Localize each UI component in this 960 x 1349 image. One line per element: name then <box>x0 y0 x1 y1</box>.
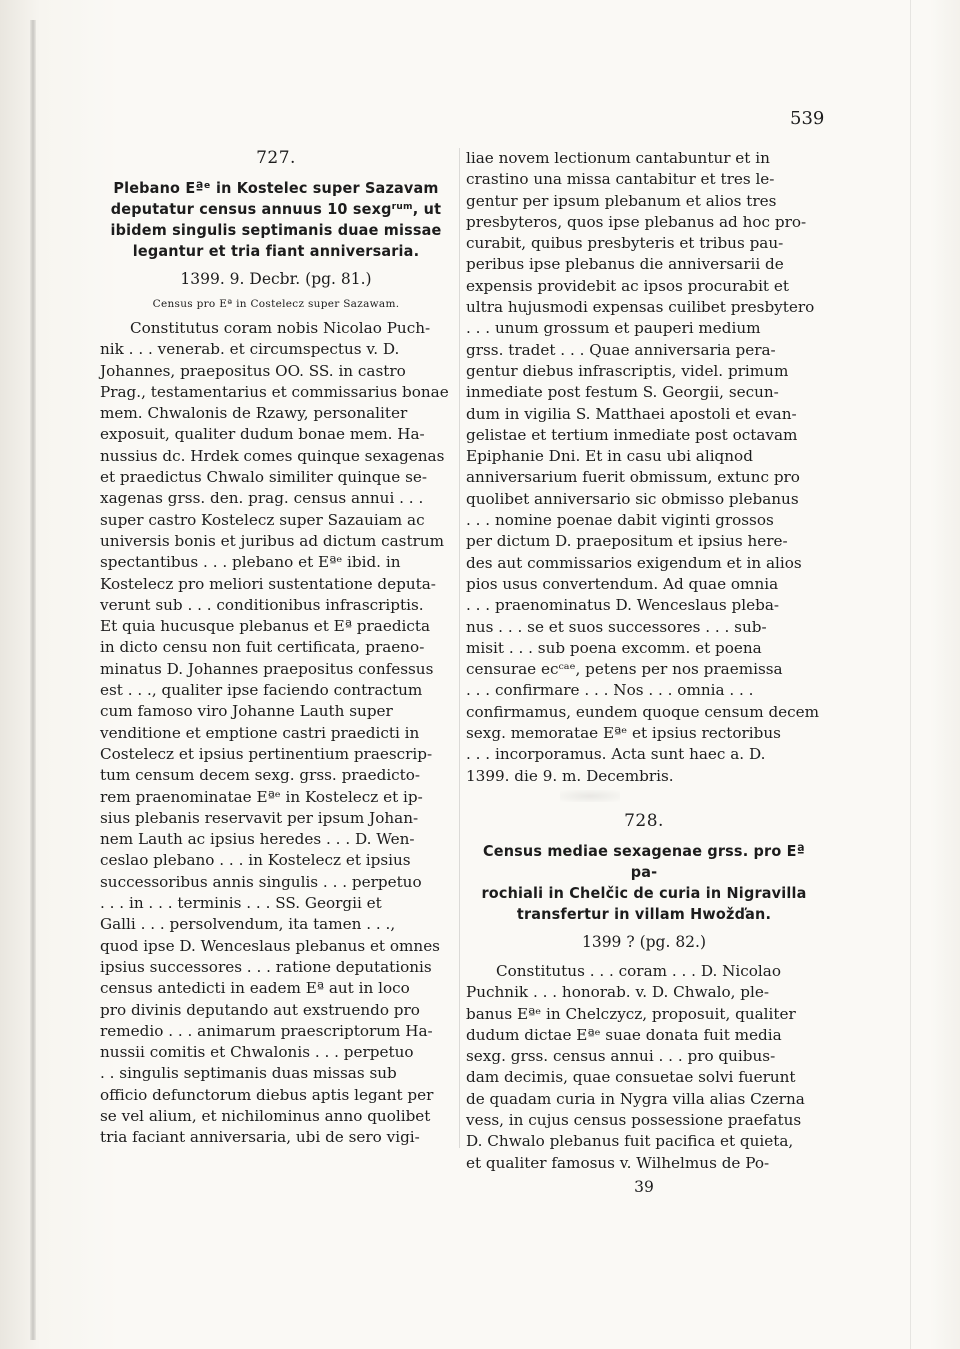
text-line: liae novem lectionum cantabuntur et in <box>466 149 770 167</box>
text-line: nussii comitis et Chwalonis . . . perpetuo <box>100 1043 414 1062</box>
text-line: Prag., testamentarius et commissarius bonae <box>100 382 449 401</box>
text-line: banus Eªᵉ in Chelczycz, proposuit, qualiter <box>466 1004 796 1023</box>
text-line: officio defunctorum diebus aptis legant per <box>100 1085 434 1104</box>
text-line: successoribus annis singulis . . . perpetuo <box>100 872 422 891</box>
text-line: curabit, quibus presbyteris et tribus pau- <box>466 234 784 253</box>
text-line: rem praenominatae Eªᵉ in Kostelecz et ip- <box>100 787 423 806</box>
text-line: Puchnik . . . honorab. v. D. Chwalo, ple- <box>466 983 769 1002</box>
text-line: super castro Kostelecz super Sazauiam ac <box>100 510 425 529</box>
body-text-727-left <box>100 318 452 1149</box>
column-divider <box>459 148 460 1148</box>
text-line: inmediate post festum S. Georgii, secun- <box>466 383 779 402</box>
document-heading-727 <box>105 178 447 262</box>
text-line: ceslao plebano . . . in Kostelecz et ipsius <box>100 851 411 870</box>
text-line: quod ipse D. Wenceslaus plebanus et omnes <box>100 936 440 955</box>
text-line: et qualiter famosus v. Wilhelmus de Po- <box>466 1153 770 1172</box>
heading-line: Plebano Eªᵉ in Kostelec super Sazavam <box>113 179 439 197</box>
text-line: exposuit, qualiter dudum bonae mem. Ha- <box>100 425 425 444</box>
text-line: expensis providebit ac ipsos procurabit et <box>466 276 789 295</box>
text-line: des aut commissarios exigendum et in alios <box>466 553 802 572</box>
text-line: dum in vigilia S. Matthaei apostoli et evan- <box>466 404 797 423</box>
dateline-727: 1399. 9. Decbr. (pg. 81.) <box>180 270 372 288</box>
heading-line: rochiali in Chelčic de curia in Nigravilla <box>481 883 807 902</box>
text-line: vess, in cujus census possessione praefatus <box>466 1110 802 1129</box>
text-line: . . . incorporamus. Acta sunt haec a. D. <box>466 745 766 764</box>
text-line: venditione et emptione castri praedicti in <box>100 723 420 742</box>
text-line: anniversarium fuerit obmissum, extunc pro <box>466 468 800 487</box>
text-line: confirmamus, eundem quoque censum decem <box>466 702 820 721</box>
document-heading-728 <box>471 841 817 925</box>
text-line: censurae ecᶜᵃᵉ, petens per nos praemissa <box>466 660 783 679</box>
text-line: 1399. die 9. m. Decembris. <box>466 766 674 785</box>
page-edge <box>910 0 911 1349</box>
right-column <box>466 148 822 1196</box>
text-line: . . . praenominatus D. Wenceslaus pleba- <box>466 596 780 615</box>
text-line: Et quia hucusque plebanus et Eª praedicta <box>100 617 431 636</box>
heading-line: transfertur in villam Hwožďan. <box>516 904 772 923</box>
text-line: gentur per ipsum plebanum et alios tres <box>466 191 777 210</box>
text-line: sexg. grss. census annui . . . pro quibus- <box>466 1047 776 1066</box>
text-line: Costelecz et ipsius pertinentium praescrip- <box>100 744 433 763</box>
text-line: Johannes, praepositus OO. SS. in castro <box>100 361 406 380</box>
text-line: sius plebanis reservavit per ipsum Johan- <box>100 808 419 827</box>
text-line: minatus D. Johannes praepositus confessus <box>100 659 434 678</box>
text-line: census antedicti in eadem Eª aut in loco <box>100 979 410 998</box>
text-line: . . . unum grossum et pauperi medium <box>466 319 761 338</box>
text-line: ipsius successores . . . ratione deputationis <box>100 957 432 976</box>
text-line: grss. tradet . . . Quae anniversaria pera- <box>466 340 776 359</box>
text-line: nussius dc. Hrdek comes quinque sexagenas <box>100 446 445 465</box>
document-number-728: 728. <box>624 810 664 831</box>
text-line: misit . . . sub poena excomm. et poena <box>466 638 762 657</box>
text-line: xagenas grss. den. prag. census annui . . . <box>100 489 424 508</box>
heading-line: deputatur census annuus 10 sexgʳᵘᵐ, ut <box>110 200 442 218</box>
heading-line: Census mediae sexagenae grss. pro Eª pa- <box>482 841 806 881</box>
text-line: et praedictus Chwalo similiter quinque se- <box>100 468 427 487</box>
text-line: gelistae et tertium inmediate post octavam <box>466 425 798 444</box>
text-line: tria faciant anniversaria, ubi de sero vigi- <box>100 1128 420 1147</box>
dateline-728: 1399 ? (pg. 82.) <box>581 932 707 951</box>
text-line: Constitutus . . . coram . . . D. Nicolao <box>496 961 781 980</box>
document-number-727: 727. <box>256 148 296 168</box>
text-line: presbyteros, quos ipse plebanus ad hoc pro- <box>466 212 807 231</box>
text-line: pios usus convertendum. Ad quae omnia <box>466 574 779 593</box>
text-line: de quadam curia in Nygra villa alias Czerna <box>466 1089 805 1108</box>
text-line: nik . . . venerab. et circumspectus v. D. <box>100 340 400 359</box>
text-line: nem Lauth ac ipsius heredes . . . D. Wen- <box>100 830 415 849</box>
heading-line: ibidem singulis septimanis duae missae <box>110 221 442 239</box>
text-line: crastino una missa cantabitur et tres le- <box>466 170 775 189</box>
body-text-728 <box>466 961 822 1174</box>
text-line: est . . ., qualiter ipse faciendo contractum <box>100 681 423 700</box>
page-number: 539 <box>790 108 825 129</box>
text-line: universis bonis et juribus ad dictum castrum <box>100 531 445 550</box>
text-line: sexg. memoratae Eªᵉ et ipsius rectoribus <box>466 724 781 743</box>
text-line: Epiphanie Dni. Et in casu ubi aliqnod <box>466 447 753 466</box>
text-line: nus . . . se et suos successores . . . sub- <box>466 617 767 636</box>
text-line: se vel alium, et nichilominus anno quolibet <box>100 1106 431 1125</box>
text-line: Kostelecz pro meliori sustentatione deputa- <box>100 574 436 593</box>
text-line: peribus ipse plebanus die anniversarii de <box>466 255 784 274</box>
text-line: gentur diebus infrascriptis, videl. primum <box>466 361 789 380</box>
text-line: . . . in . . . terminis . . . SS. Georgii et <box>100 894 382 913</box>
text-line: . . singulis septimanis duas missas sub <box>100 1064 397 1083</box>
text-line: dudum dictae Eªᵉ suae donata fuit media <box>466 1025 782 1044</box>
signature-mark: 39 <box>634 1177 654 1196</box>
left-column <box>100 148 452 1149</box>
text-line: mem. Chwalonis de Rzawy, personaliter <box>100 404 408 423</box>
text-line: per dictum D. praepositum et ipsius here- <box>466 532 788 551</box>
book-spine-shadow <box>30 20 36 1340</box>
text-line: dam decimis, quae consuetae solvi fuerunt <box>466 1068 796 1087</box>
text-line: . . . confirmare . . . Nos . . . omnia . . . <box>466 681 754 700</box>
text-line: spectantibus . . . plebano et Eªᵉ ibid. in <box>100 553 401 572</box>
text-line: tum censum decem sexg. grss. praedicto- <box>100 766 421 785</box>
text-line: in dicto censu non fuit certificata, praeno- <box>100 638 425 657</box>
text-line: cum famoso viro Johanne Lauth super <box>100 702 393 721</box>
body-text-727-right <box>466 148 822 787</box>
text-line: Constitutus coram nobis Nicolao Puch- <box>130 319 431 337</box>
text-line: . . . nomine poenae dabit viginti grossos <box>466 511 774 530</box>
text-line: remedio . . . animarum praescriptorum Ha- <box>100 1021 433 1040</box>
text-line: D. Chwalo plebanus fuit pacifica et quieta, <box>466 1132 794 1151</box>
text-line: quolibet anniversario sic obmisso plebanus <box>466 489 799 508</box>
heading-line: legantur et tria fiant anniversaria. <box>132 242 420 260</box>
text-line: Galli . . . persolvendum, ita tamen . . ., <box>100 915 396 934</box>
text-line: ultra hujusmodi expensas cuilibet presbytero <box>466 298 815 317</box>
text-line: verunt sub . . . conditionibus infrascriptis. <box>100 595 424 614</box>
source-note-727: Census pro Eª in Costelecz super Sazawam. <box>152 298 400 310</box>
text-line: pro divinis deputando aut exstruendo pro <box>100 1000 420 1019</box>
